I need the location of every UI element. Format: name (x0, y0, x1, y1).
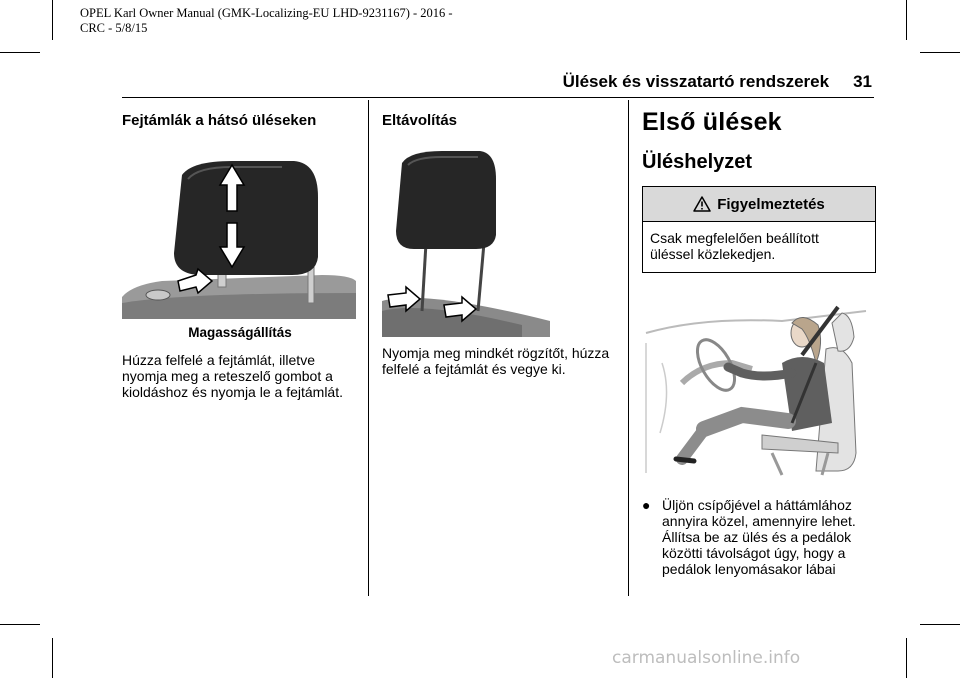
crop-mark (906, 638, 907, 678)
headrest-removal-figure (382, 151, 550, 337)
header-rule (122, 97, 874, 98)
column-3 (642, 108, 878, 577)
warning-header (643, 187, 875, 222)
text-line: nyomja meg a reteszelő gombot a (122, 368, 333, 384)
text-line: Húzza felfelé a fejtámlát, illetve (122, 352, 315, 368)
crop-mark (0, 52, 40, 53)
document-metadata-line: OPEL Karl Owner Manual (GMK-Localizing-EU LHD-9231167) - 2016 - (80, 6, 453, 20)
headrest-height-figure (122, 157, 356, 319)
warning-title: Figyelmeztetés (717, 195, 825, 213)
watermark-link[interactable]: carmanualsonline.info (612, 648, 801, 668)
text-line: üléssel közlekedjen. (650, 246, 776, 262)
section-title: Első ülések (642, 108, 782, 136)
warning-box (642, 186, 876, 273)
text-line: Állítsa be az ülés és a pedálok (662, 529, 852, 545)
warning-text (643, 222, 875, 272)
text-line: Nyomja meg mindkét rögzítőt, húzza (382, 345, 610, 361)
text-line: annyira közel, amennyire lehet. (662, 513, 856, 529)
crop-mark (52, 638, 53, 678)
crop-mark (920, 624, 960, 625)
list-item (642, 497, 878, 577)
warning-triangle-icon (693, 196, 711, 212)
crop-mark (906, 0, 907, 40)
running-head (563, 72, 872, 92)
bullet-text (662, 497, 862, 577)
text-line: közötti távolságot úgy, hogy a (662, 545, 846, 561)
document-metadata (80, 6, 453, 36)
body-text (122, 352, 358, 400)
section-heading: Fejtámlák a hátsó üléseken (122, 112, 317, 129)
text-line: Csak megfelelően beállított (650, 230, 819, 246)
column-1 (122, 112, 358, 400)
text-line: Üljön csípőjével a háttámlához (662, 497, 852, 513)
crop-mark (52, 0, 53, 40)
page-number: 31 (853, 72, 872, 91)
crop-mark (0, 624, 40, 625)
text-line: felfelé a fejtámlát és vegye ki. (382, 361, 566, 377)
column-divider (628, 100, 629, 596)
chapter-title: Ülések és visszatartó rendszerek (562, 72, 830, 91)
subsection-title: Üléshelyzet (642, 151, 753, 173)
text-line: kioldáshoz és nyomja le a fejtámlát. (122, 384, 343, 400)
text-line: pedálok lenyomásakor lábai (662, 561, 836, 577)
seating-position-figure (642, 303, 868, 481)
column-divider (368, 100, 369, 596)
figure-caption: Magasságállítás (188, 325, 292, 340)
document-metadata-line: CRC - 5/8/15 (80, 21, 148, 35)
body-text (382, 345, 618, 377)
bullet-marker: ● (642, 497, 651, 513)
crop-mark (920, 52, 960, 53)
section-heading: Eltávolítás (382, 112, 458, 129)
column-2 (382, 112, 618, 377)
